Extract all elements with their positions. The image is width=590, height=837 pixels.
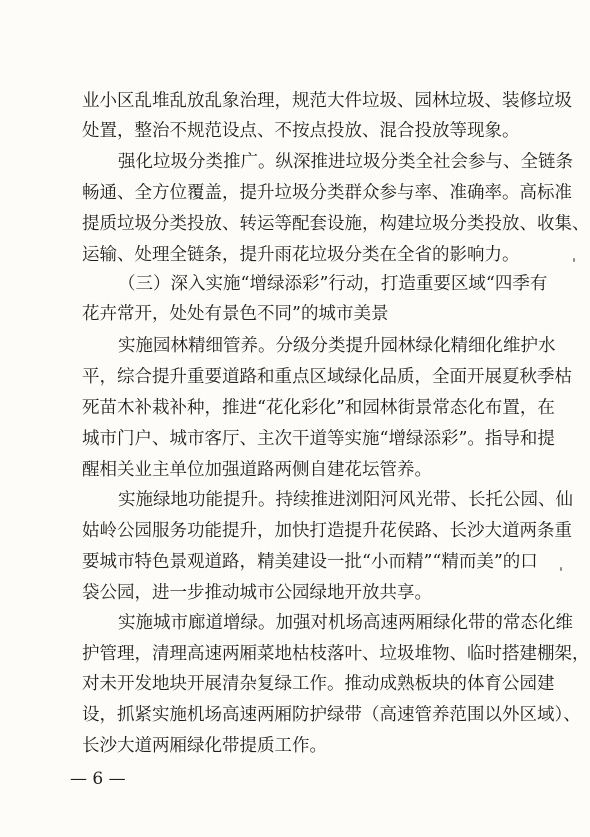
paragraph-line: 业小区乱堆乱放乱象治理，规范大件垃圾、园林垃圾、装修垃圾 [82,91,572,111]
paragraph-line: 死苗木补栽补种，推进“花化彩化”和园林街景常态化布置，在 [82,398,555,418]
paragraph-line: 城市门户、城市客厅、主次干道等实施“增绿添彩”。指导和提 [82,429,555,449]
paragraph-line: 畅通、全方位覆盖，提升垃圾分类群众参与率、准确率。高标准 [82,183,572,203]
paragraph-line: 强化垃圾分类推广。纵深推进垃圾分类全社会参与、全链条 [118,152,573,172]
paragraph-line: 设，抓紧实施机场高速两厢防护绿带（高速管养范围以外区域）、 [82,705,581,725]
paragraph-line: 实施绿地功能提升。持续推进浏阳河风光带、长托公园、仙 [118,490,573,510]
paragraph-line: 袋公园，进一步推动城市公园绿地开放共享。 [82,583,432,603]
scan-speck [573,258,575,262]
page-number: — 6 — [70,769,126,789]
paragraph-line: 护管理，清理高速两厢菜地枯枝落叶、垃圾堆物、临时搭建棚架， [82,644,590,664]
paragraph-line: 运输、处理全链条，提升雨花垃圾分类在全省的影响力。 [82,245,520,265]
paragraph-line: 实施城市廊道增绿。加强对机场高速两厢绿化带的常态化维 [118,613,573,633]
paragraph-line: 醒相关业主单位加强道路两侧自建花坛管养。 [82,460,432,480]
section-heading-line: （三）深入实施“增绿添彩”行动，打造重要区域“四季有 [118,274,548,294]
paragraph-line: 处置，整治不规范设点、不按点投放、混合投放等现象。 [82,121,520,141]
paragraph-line: 平，综合提升重要道路和重点区域绿化品质，全面开展夏秋季枯 [82,367,572,387]
paragraph-line: 长沙大道两厢绿化带提质工作。 [82,736,327,756]
paragraph-line: 实施园林精细管养。分级分类提升园林绿化精细化维护水 [118,336,556,356]
scan-speck [560,567,562,571]
paragraph-line: 要城市特色景观道路，精美建设一批“小而精”“精而美”的口 [82,552,538,572]
paragraph-line: 对未开发地块开展清杂复绿工作。推动成熟板块的体育公园建 [82,674,555,694]
paragraph-line: 提质垃圾分类投放、转运等配套设施，构建垃圾分类投放、收集、 [82,214,590,234]
paragraph-line: 姑岭公园服务功能提升，加快打造提升花侯路、长沙大道两条重 [82,521,572,541]
section-heading-line: 花卉常开，处处有景色不同”的城市美景 [82,304,389,324]
